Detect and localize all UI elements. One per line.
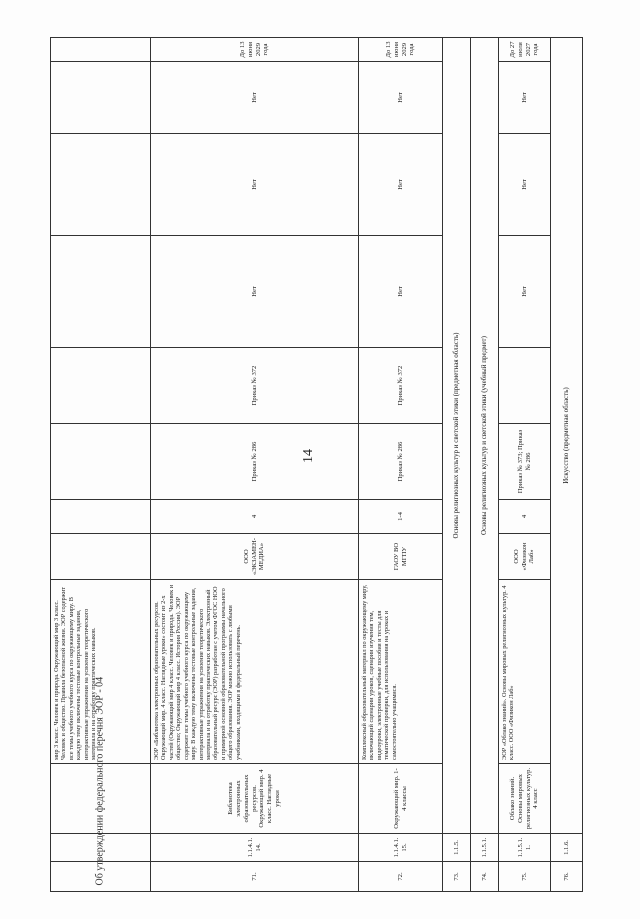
resource-order-1: Приказ № 373; Приказ № 286 (499, 424, 551, 500)
resource-col10: Нет (499, 134, 551, 236)
resource-description: ЭОР «Библиотека электронных образовательных ресурсов. Окружающий мир. 4 класс. Наглядные уроки» состоит из 2-х частей (Окружающий мир 4 класс. Человек и природа. Человек и общество; Окружающий мир 4 класс. История России). ЭОР содержит все темы учебного учебного курса по окружающему миру. В каждую тему включены тестовые контрольные задания, интерактивные упражнения на усвоение теоретического материала и на отработку практических навыков. Электронный образовательный ресурс (ЭОР) разработан с учетом ФГОС НОО и примерной основной образовательной программы начального общего образования. ЭОР можно использовать с любыми учебниками, входящими в федеральный перечень. (151, 580, 359, 764)
resource-description: мир 3 класс. Человек и природа. Окружающий мир 3 класс. Человек и общество. Правила безопасной жизни. ЭОР содержит все темы учебного учебного курса по окружающему миру. В каждую тему включены тестовые контрольные задания, интерактивные упражнения на усвоение теоретического материала и на отработку практических навыков. (51, 580, 151, 764)
resource-level: 1-4 (359, 500, 443, 534)
section-row (443, 38, 471, 892)
resource-description: Комплексный образовательный материал по окружающему миру, включающий сценарии уроков, сценарии изучения тем, видеоуроки, электронные учебные пособия и тесты для тематической проверки, для использования на уроках и самостоятельно учащимися. (359, 580, 443, 764)
resource-col11: Нет (151, 62, 359, 134)
resource-order-2 (51, 348, 151, 424)
row-code: 1.1.4.1.15. (359, 834, 443, 862)
resource-deadline (51, 38, 151, 62)
row-number: 76. (551, 862, 583, 892)
resource-col11: Нет (359, 62, 443, 134)
resource-col9: Нет (359, 236, 443, 348)
resource-order-1: Приказ № 286 (359, 424, 443, 500)
footer-caption: Об утверждении федерального перечня ЭОР - 04 (94, 676, 106, 886)
row-number: 71. (151, 862, 359, 892)
resource-name: Библиотека электронных образовательных ресурсов. Окружающий мир. 4 класс. Наглядные уроки (151, 764, 359, 834)
resource-order-2: Приказ № 372 (359, 348, 443, 424)
table-row (359, 38, 443, 892)
row-code: 1.1.5. (443, 834, 471, 862)
section-title: Искусство (предметная область) (551, 38, 583, 834)
resource-col10: Нет (359, 134, 443, 236)
resource-order-1: Приказ № 286 (151, 424, 359, 500)
resource-order-2 (499, 348, 551, 424)
resource-organization: ООО «ЭКЗАМЕН-МЕДИА» (151, 534, 359, 580)
resource-col10: Нет (151, 134, 359, 236)
resource-name: Окружающий мир. 1-4 классы (359, 764, 443, 834)
section-title: Основы религиозных культур и светской этики (учебный предмет) (471, 38, 499, 834)
resource-order-2: Приказ № 372 (151, 348, 359, 424)
resource-col9: Нет (499, 236, 551, 348)
table-row (151, 38, 359, 892)
row-code: 1.1.5.1.1. (499, 834, 551, 862)
resource-level: 4 (499, 500, 551, 534)
resource-level: 4 (151, 500, 359, 534)
section-title: Основы религиозных культур и светской этики (предметная область) (443, 38, 471, 834)
row-number: 73. (443, 862, 471, 892)
row-code: 1.1.6. (551, 834, 583, 862)
resource-deadline: До 13 июня 2029 года (151, 38, 359, 62)
resource-col10 (51, 134, 151, 236)
resource-col11 (51, 62, 151, 134)
resource-deadline: До 13 июня 2029 года (359, 38, 443, 62)
page-number: 14 (301, 449, 316, 463)
resource-description: ЭОР «Облако знаний». Основы мировых религиозных культур. 4 класс. ООО «Физикон Лаб» (499, 580, 551, 764)
row-code: 1.1.4.1.14. (151, 834, 359, 862)
resource-name: Облако знаний. Основы мировых религиозных культур. 4 класс (499, 764, 551, 834)
table-row (499, 38, 551, 892)
resource-col9 (51, 236, 151, 348)
resource-col9: Нет (151, 236, 359, 348)
resource-organization: ООО «Физикон Лаб» (499, 534, 551, 580)
section-row (551, 38, 583, 892)
row-number: 75. (499, 862, 551, 892)
resource-deadline: До 27 июля 2027 года (499, 38, 551, 62)
section-row (471, 38, 499, 892)
resource-col11: Нет (499, 62, 551, 134)
rotated-table-wrapper (50, 38, 582, 892)
resource-order-1 (51, 424, 151, 500)
row-number: 74. (471, 862, 499, 892)
row-number: 72. (359, 862, 443, 892)
resource-organization: ГАОУ ВО МГПУ (359, 534, 443, 580)
resource-level (51, 500, 151, 534)
federal-eor-list-table (50, 37, 583, 892)
row-code: 1.1.5.1. (471, 834, 499, 862)
